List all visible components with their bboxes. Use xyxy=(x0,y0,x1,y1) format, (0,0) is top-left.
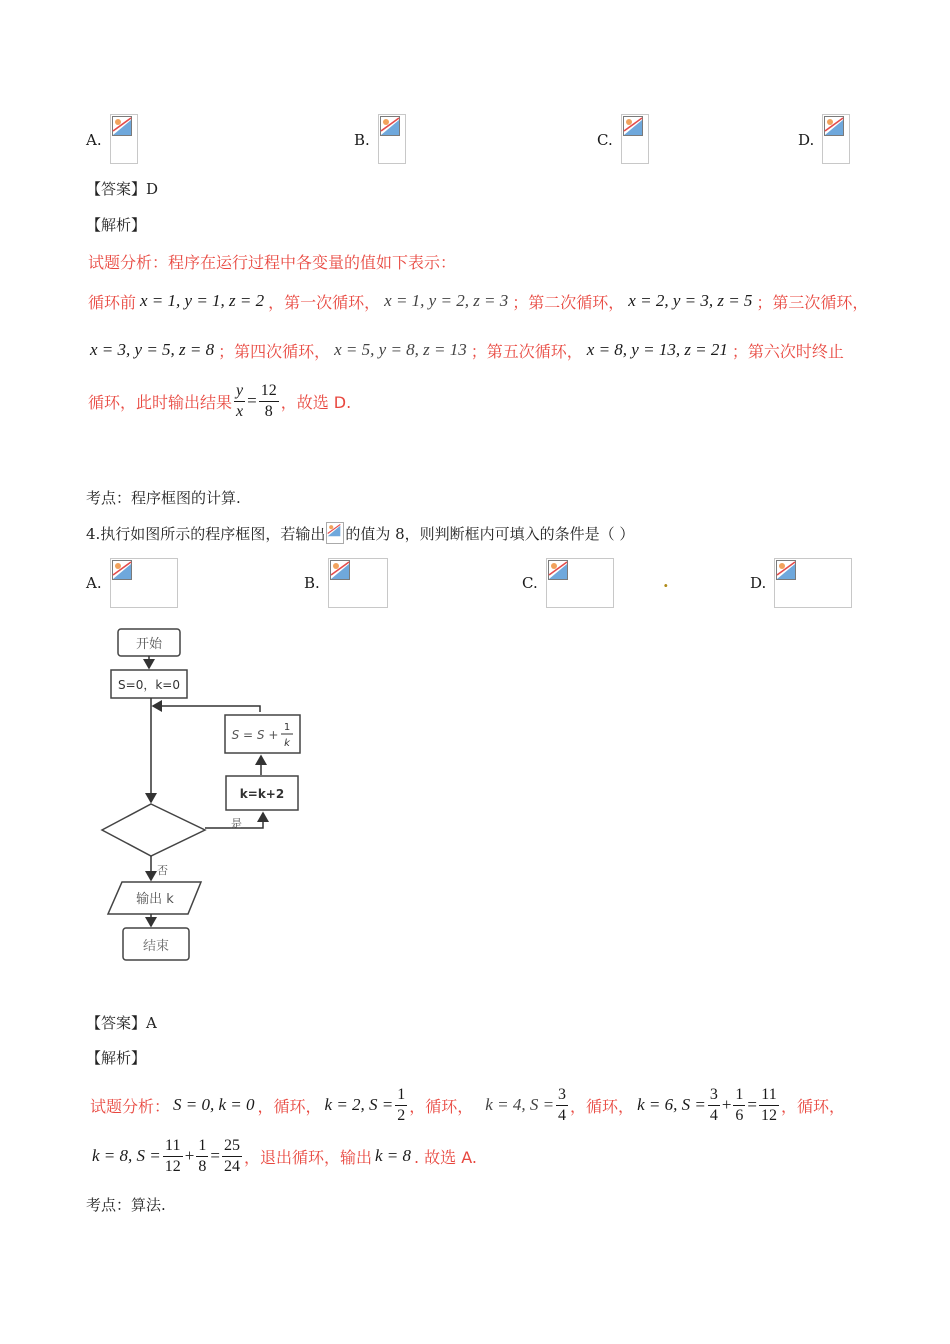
q4-option-b-label: B. xyxy=(304,574,320,592)
q4-option-b-image xyxy=(328,558,388,608)
flowchart-decision-diamond xyxy=(102,804,205,856)
q4-option-a-label: A. xyxy=(86,574,102,592)
equals-sign: = xyxy=(747,1095,757,1114)
analysis-math: x = 1, y = 2, z = 3 xyxy=(384,291,509,310)
flowchart-frac-num: 1 xyxy=(283,722,291,733)
analysis-text: 试题分析： xyxy=(90,1096,171,1116)
q3-option-d-label: D. xyxy=(798,131,815,149)
q4-stem xyxy=(86,520,634,546)
analysis-text: ，退出循环，输出 xyxy=(243,1147,372,1167)
fraction: $\frac{25}{24}$ xyxy=(223,1136,240,1175)
q3-analysis-label: 【解析】 xyxy=(86,216,147,234)
analysis-text: ；第三次循环， xyxy=(756,292,869,312)
fraction: $\frac{1}{6}$ xyxy=(735,1085,744,1124)
q3-analysis-intro: 试题分析：程序在运行过程中各变量的值如下表示： xyxy=(88,253,457,272)
plus-sign: + xyxy=(184,1146,195,1165)
program-flowchart xyxy=(95,620,320,970)
analysis-text: . 故选 A. xyxy=(413,1147,477,1167)
answer-label: 【答案】 xyxy=(86,180,147,198)
flowchart-update-k-text: k=k+2 xyxy=(239,787,285,801)
q3-option-a-label: A. xyxy=(86,131,102,149)
analysis-text: ；第四次循环， xyxy=(218,341,331,361)
q3-analysis-line-4 xyxy=(88,378,351,424)
q3-option-d-image xyxy=(822,114,850,164)
analysis-math: x = 2, y = 3, z = 5 xyxy=(628,291,753,310)
q4-option-c-label: C. xyxy=(522,574,538,592)
analysis-text: ，第一次循环， xyxy=(268,292,381,312)
inline-broken-image xyxy=(326,522,344,544)
q4-option-a-image xyxy=(110,558,178,608)
analysis-math: k = 6, S = xyxy=(637,1095,706,1114)
fraction: $\frac{1}{8}$ xyxy=(198,1136,207,1175)
fraction: $\frac{11}{12}$ xyxy=(761,1085,777,1124)
answer-value: A xyxy=(146,1014,157,1032)
fraction: $\frac{3}{4}$ xyxy=(709,1085,718,1124)
fraction-12-over-8: $\frac{12}{8}$ xyxy=(260,381,277,420)
q3-option-b-image xyxy=(378,114,406,164)
analysis-math: x = 8, y = 13, z = 21 xyxy=(586,340,728,359)
broken-image-icon xyxy=(112,116,132,136)
broken-image-icon xyxy=(380,116,400,136)
q4-analysis-label: 【解析】 xyxy=(86,1049,147,1067)
q4-analysis-line-1 xyxy=(90,1082,845,1128)
broken-image-icon xyxy=(330,560,350,580)
analysis-text: ，循环， xyxy=(570,1096,635,1116)
q3-analysis-line-2 xyxy=(88,288,868,314)
equals-sign: = xyxy=(247,391,257,410)
analysis-math: k = 8, S = xyxy=(92,1146,161,1165)
analysis-text: 循环前 xyxy=(88,292,137,312)
analysis-math: x = 1, y = 1, z = 2 xyxy=(140,291,265,310)
plus-sign: + xyxy=(721,1095,732,1114)
flowchart-init-text: S=0，k=0 xyxy=(118,678,180,692)
analysis-text: ，循环， xyxy=(781,1096,846,1116)
equals-sign: = xyxy=(210,1146,220,1165)
q4-option-d-label: D. xyxy=(750,574,767,592)
analysis-text: ，故选 D. xyxy=(280,392,352,412)
analysis-text: ，循环， xyxy=(257,1096,322,1116)
question-text: 的值为 8，则判断框内可填入的条件是（ ） xyxy=(345,524,635,543)
analysis-text: ，循环， xyxy=(409,1096,474,1116)
fraction: $\frac{1}{2}$ xyxy=(397,1085,406,1124)
analysis-math: S = 0, k = 0 xyxy=(173,1095,255,1114)
fraction-y-over-x: $\frac{y}{x}$ xyxy=(236,381,244,420)
q3-analysis-line-3 xyxy=(88,337,844,363)
flowchart-yes-label: 是 xyxy=(231,817,242,830)
flowchart-frac-den: k xyxy=(284,738,290,749)
q4-answer xyxy=(86,1012,157,1033)
q3-kaodian: 考点：程序框图的计算. xyxy=(86,489,241,507)
broken-image-icon xyxy=(776,560,796,580)
question-text: 4.执行如图所示的程序框图，若输出 xyxy=(86,524,326,543)
q4-option-d-image xyxy=(774,558,852,608)
q3-answer xyxy=(86,178,158,199)
analysis-math: x = 5, y = 8, z = 13 xyxy=(334,340,467,359)
analysis-math: x = 3, y = 5, z = 8 xyxy=(90,340,215,359)
flowchart-end-text: 结束 xyxy=(142,939,170,954)
flowchart-start-text: 开始 xyxy=(135,637,163,652)
analysis-math: k = 8 xyxy=(374,1146,411,1165)
analysis-text: ；第二次循环， xyxy=(512,292,625,312)
broken-image-icon xyxy=(548,560,568,580)
q4-analysis-line-2 xyxy=(92,1133,477,1179)
answer-value: D xyxy=(146,180,159,198)
fraction: $\frac{3}{4}$ xyxy=(558,1085,567,1124)
q3-option-c-image xyxy=(621,114,649,164)
q3-option-b-label: B. xyxy=(354,131,370,149)
q4-kaodian: 考点：算法. xyxy=(86,1196,166,1214)
analysis-text: 循环，此时输出结果 xyxy=(88,392,233,412)
flowchart-no-label: 否 xyxy=(157,864,168,877)
fraction: $\frac{11}{12}$ xyxy=(164,1136,181,1175)
flowchart-output-text: 输出 k xyxy=(136,892,174,907)
analysis-math: k = 4, S = xyxy=(485,1095,555,1114)
q3-option-c-label: C. xyxy=(597,131,613,149)
broken-image-icon xyxy=(623,116,643,136)
broken-image-icon xyxy=(327,523,341,537)
flowchart-update-s-text: S = S + xyxy=(231,728,279,742)
broken-image-icon xyxy=(112,560,132,580)
answer-label: 【答案】 xyxy=(86,1014,147,1032)
analysis-math: k = 2, S = xyxy=(324,1095,394,1114)
analysis-text: ；第五次循环， xyxy=(470,341,583,361)
q3-option-a-image xyxy=(110,114,138,164)
q4-option-c-image xyxy=(546,558,614,608)
separator-dot: . xyxy=(663,572,669,591)
broken-image-icon xyxy=(824,116,844,136)
analysis-text: ；第六次时终止 xyxy=(731,341,844,361)
